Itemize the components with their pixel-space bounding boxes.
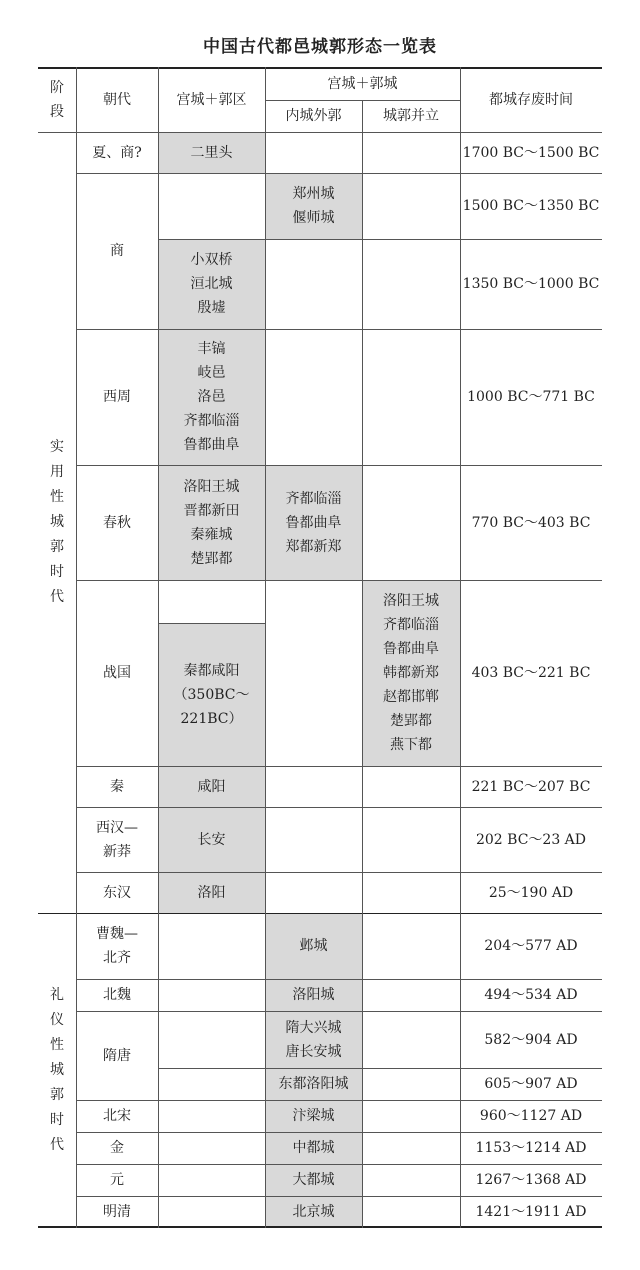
duration-cell: 1700 BC～1500 BC <box>462 144 600 161</box>
duration-cell: 1153～1214 AD <box>475 1140 587 1156</box>
row-line <box>76 580 602 581</box>
header-inner-outer: 内城外郭 <box>285 108 342 124</box>
inner-outer-cell: 大都城 <box>265 1164 362 1196</box>
parallel-cell: 洛阳王城 齐都临淄 鲁都曲阜 韩都新郑 赵都邯郸 楚郢都 燕下都 <box>362 580 460 766</box>
stage-practical: 实 用 性 城 郭 时 代 <box>50 439 64 605</box>
dynasty-cell: 战国 <box>103 665 131 681</box>
row-line <box>76 1196 602 1197</box>
row-line <box>76 807 602 808</box>
duration-cell: 605～907 AD <box>484 1076 578 1092</box>
col-line <box>362 100 363 1228</box>
duration-cell: 204～577 AD <box>484 938 578 954</box>
dynasty-cell: 明清 <box>103 1204 131 1220</box>
inner-outer-cell: 邺城 <box>265 913 362 979</box>
dynasty-cell: 隋唐 <box>103 1047 131 1064</box>
row-line <box>76 1100 602 1101</box>
palace-suburb-cell: 洛阳王城 晋都新田 秦雍城 楚郢都 <box>158 465 265 580</box>
row-line <box>158 1068 602 1069</box>
palace-suburb-cell: 秦都咸阳 （350BC～ 221BC） <box>158 623 265 766</box>
dynasty-cell: 东汉 <box>103 884 131 901</box>
row-line <box>76 1011 602 1012</box>
stage-divider-line <box>38 913 602 914</box>
duration-cell: 202 BC～23 AD <box>475 831 587 848</box>
header-parallel: 城郭并立 <box>383 108 439 124</box>
col-line <box>158 67 159 1228</box>
row-line <box>76 1164 602 1165</box>
inner-outer-cell: 齐都临淄 鲁都曲阜 郑都新郑 <box>265 465 362 580</box>
duration-cell: 494～534 AD <box>484 987 578 1003</box>
header-dynasty: 朝代 <box>103 91 131 108</box>
palace-suburb-cell: 二里头 <box>158 132 265 173</box>
duration-cell: 1267～1368 AD <box>475 1172 587 1188</box>
header-palace-suburb: 宫城＋郭区 <box>176 91 247 108</box>
inner-outer-cell: 汴梁城 <box>265 1100 362 1132</box>
stage-ritual: 礼 仪 性 城 郭 时 代 <box>50 987 64 1153</box>
dynasty-cell: 北宋 <box>103 1108 131 1124</box>
row-line <box>76 872 602 873</box>
dynasty-cell: 曹魏— 北齐 <box>96 926 138 966</box>
palace-suburb-cell: 小双桥 洹北城 殷墟 <box>158 239 265 329</box>
dynasty-cell: 西周 <box>103 389 131 405</box>
duration-cell: 1000 BC～771 BC <box>467 389 595 405</box>
row-line <box>76 465 602 466</box>
row-line <box>76 173 602 174</box>
inner-outer-cell: 郑州城 偃师城 <box>265 173 362 239</box>
dynasty-city-table <box>38 67 602 1228</box>
duration-cell: 1500 BC～1350 BC <box>462 198 600 214</box>
row-line <box>76 1132 602 1133</box>
inner-outer-cell: 隋大兴城 唐长安城 <box>265 1011 362 1068</box>
header-duration: 都城存废时间 <box>489 91 573 108</box>
dynasty-cell: 北魏 <box>103 987 131 1003</box>
dynasty-cell: 商 <box>110 243 124 259</box>
row-line <box>76 329 602 330</box>
inner-outer-cell: 北京城 <box>265 1196 362 1228</box>
col-line <box>76 67 77 1228</box>
header-palace-wall: 宫城＋郭城 <box>327 75 398 92</box>
row-line <box>76 766 602 767</box>
palace-suburb-cell: 咸阳 <box>158 766 265 807</box>
palace-suburb-cell: 丰镐 岐邑 洛邑 齐都临淄 鲁都曲阜 <box>158 329 265 465</box>
top-border <box>38 67 602 69</box>
dynasty-cell: 秦 <box>110 778 124 795</box>
duration-cell: 770 BC～403 BC <box>471 514 591 531</box>
duration-cell: 403 BC～221 BC <box>471 665 591 681</box>
header-stage: 阶 段 <box>50 79 64 120</box>
header-bottom-line <box>38 132 602 133</box>
row-line <box>76 979 602 980</box>
duration-cell: 1421～1911 AD <box>475 1204 587 1220</box>
dynasty-cell: 春秋 <box>103 514 131 531</box>
duration-cell: 25～190 AD <box>488 884 574 901</box>
palace-suburb-cell: 长安 <box>158 807 265 872</box>
duration-cell: 582～904 AD <box>484 1031 578 1048</box>
table-title: 中国古代都邑城郭形态一览表 <box>203 37 437 57</box>
dynasty-cell: 元 <box>110 1172 124 1188</box>
inner-outer-cell: 中都城 <box>265 1132 362 1164</box>
duration-cell: 1350 BC～1000 BC <box>462 276 600 292</box>
duration-cell: 221 BC～207 BC <box>471 778 591 795</box>
dynasty-cell: 西汉— 新莽 <box>96 819 138 860</box>
dynasty-cell: 金 <box>110 1140 124 1156</box>
inner-outer-cell: 东都洛阳城 <box>265 1068 362 1100</box>
col-line <box>265 67 266 1228</box>
row-line <box>158 239 602 240</box>
bottom-border <box>38 1226 602 1228</box>
dynasty-cell: 夏、商? <box>92 144 142 161</box>
duration-cell: 960～1127 AD <box>479 1108 583 1124</box>
palace-suburb-cell: 洛阳 <box>158 872 265 913</box>
row-line <box>158 623 265 624</box>
inner-outer-cell: 洛阳城 <box>265 979 362 1011</box>
col-line <box>460 67 461 1228</box>
